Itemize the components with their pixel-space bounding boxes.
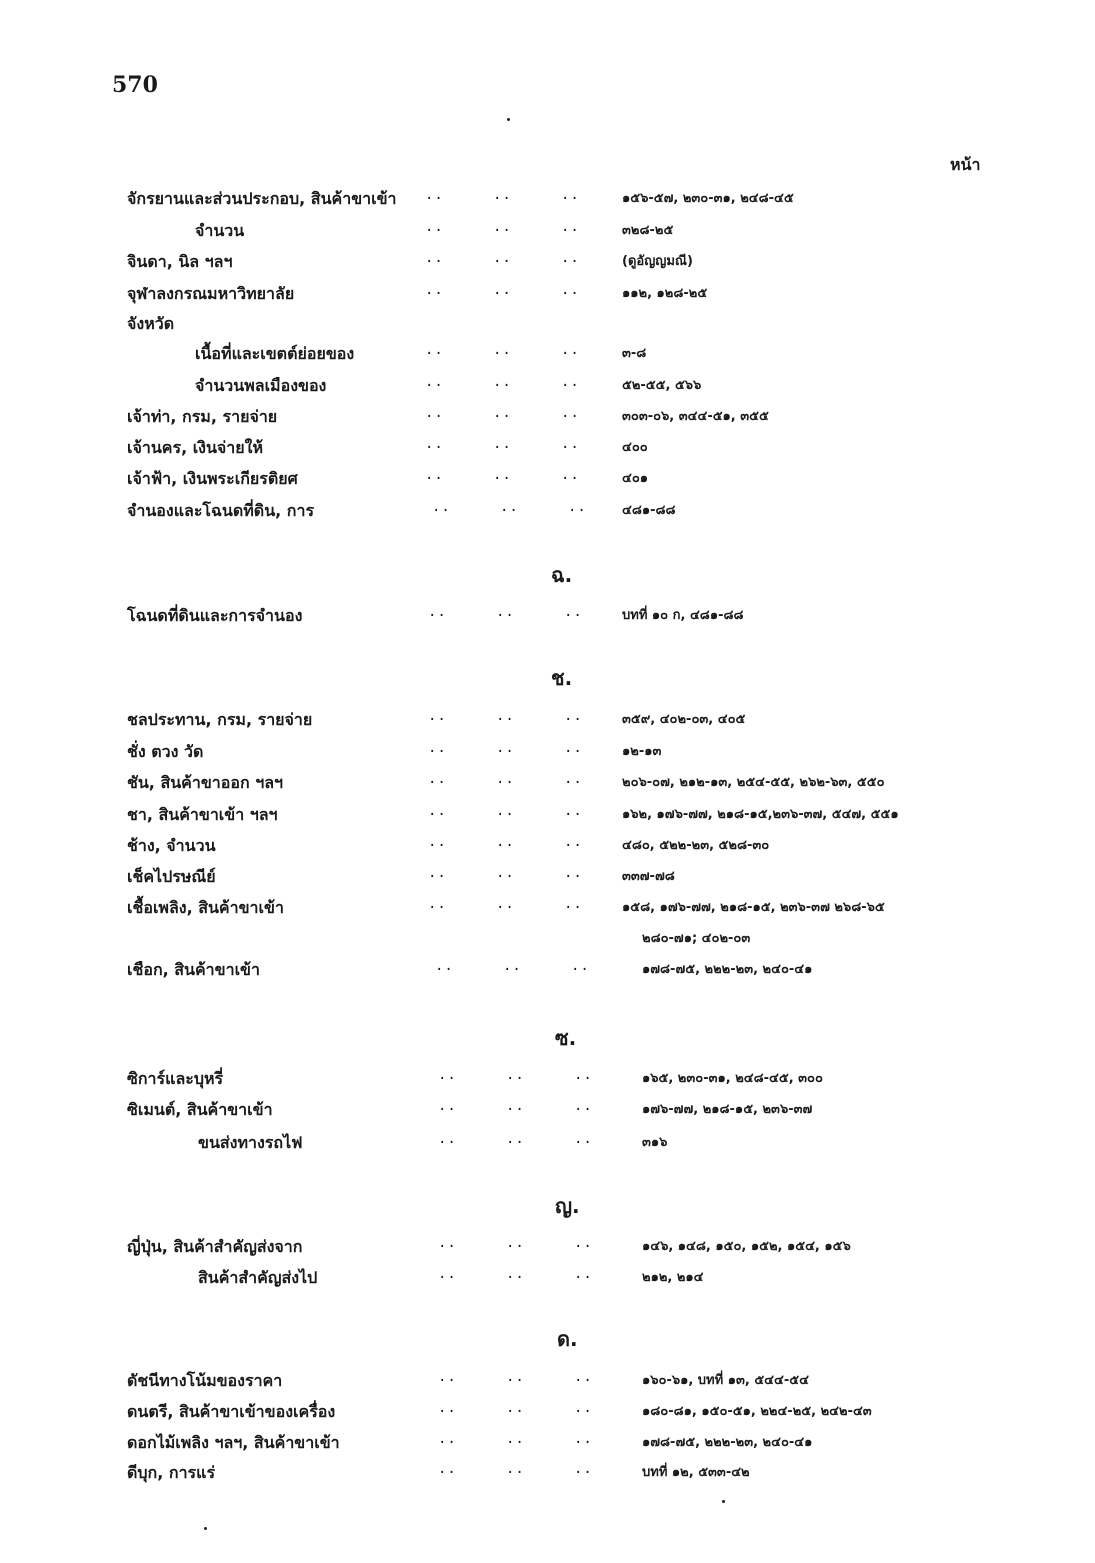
- scan-speck: [722, 1500, 725, 1503]
- entry-term: เนื้อที่และเขตต์ย่อยของ: [195, 344, 355, 363]
- index-entry: [0, 1431, 1095, 1461]
- entry-term: ดอกไม้เพลิง ฯลฯ, สินค้าขาเข้า: [127, 1433, 340, 1452]
- entry-pages: ๓๒๘-๒๕: [622, 223, 674, 238]
- entry-term: จักรยานและส่วนประกอบ, สินค้าขาเข้า: [127, 189, 397, 208]
- entry-term: โฉนดที่ดินและการจำนอง: [127, 606, 303, 625]
- index-entry: [0, 834, 1095, 864]
- entry-pages: ๔๐๐: [622, 440, 648, 455]
- entry-term: เชือก, สินค้าขาเข้า: [127, 960, 260, 979]
- section-letter: ด.: [557, 1327, 578, 1351]
- leader-dots: .. .. ..: [428, 708, 583, 724]
- entry-term: ญี่ปุ่น, สินค้าสำคัญส่งจาก: [127, 1237, 303, 1256]
- entry-pages: บทที่ ๑๒, ๕๓๓-๔๒: [642, 1465, 750, 1480]
- leader-dots: .. .. ..: [438, 1235, 593, 1251]
- scan-speck: [507, 118, 510, 121]
- index-entry: [0, 896, 1095, 926]
- leader-dots: .. .. ..: [425, 467, 580, 483]
- entry-term: ดนตรี, สินค้าขาเข้าของเครื่อง: [127, 1402, 336, 1421]
- leader-dots: .. .. ..: [428, 896, 583, 912]
- entry-pages: ๔๘๑-๘๘: [622, 503, 676, 518]
- entry-term: ดีบุก, การแร่: [127, 1463, 216, 1482]
- leader-dots: .. .. ..: [438, 1400, 593, 1416]
- index-entry: [0, 312, 1095, 342]
- entry-term: ช้าง, จำนวน: [127, 836, 216, 855]
- entry-pages: ๑๒-๑๓: [622, 744, 662, 759]
- leader-dots: .. .. ..: [428, 604, 583, 620]
- section-letter: ฉ.: [551, 563, 573, 587]
- leader-dots: .. .. ..: [438, 1131, 593, 1147]
- entry-pages: ๔๐๑: [622, 471, 649, 486]
- leader-dots: .. .. ..: [432, 499, 587, 515]
- entry-pages: ๓๓๗-๗๘: [622, 869, 675, 884]
- entry-term: ชั่ง ตวง วัด: [127, 742, 204, 761]
- entry-term: ดัชนีทางโน้มของราคา: [127, 1371, 283, 1390]
- leader-dots: .. .. ..: [428, 771, 583, 787]
- leader-dots: .. .. ..: [435, 958, 590, 974]
- entry-pages: ๒๘๐-๗๑; ๔๐๒-๐๓: [642, 931, 751, 946]
- entry-term: จำนวน: [195, 221, 245, 240]
- entry-pages: ๑๗๘-๗๕, ๒๒๒-๒๓, ๒๔๐-๔๑: [642, 962, 813, 977]
- entry-term: จินดา, นิล ฯลฯ: [127, 252, 233, 271]
- leader-dots: .. .. ..: [425, 342, 580, 358]
- entry-pages: ๓๐๓-๐๖, ๓๔๔-๕๑, ๓๕๕: [622, 409, 769, 424]
- scan-speck: [204, 1527, 207, 1530]
- leader-dots: .. .. ..: [425, 282, 580, 298]
- index-entry: [0, 771, 1095, 801]
- entry-pages: ๑๗๘-๗๕, ๒๒๒-๒๓, ๒๔๐-๔๑: [642, 1435, 813, 1450]
- section-letter: ญ.: [555, 1194, 580, 1218]
- entry-term: สินค้าสำคัญส่งไป: [198, 1268, 318, 1287]
- section-letter: ช.: [551, 666, 573, 690]
- entry-term: เช็คไปรษณีย์: [127, 867, 216, 886]
- entry-term: ชา, สินค้าขาเข้า ฯลฯ: [127, 805, 278, 824]
- entry-pages: ๑๕๘, ๑๗๖-๗๗, ๒๑๘-๑๕, ๒๓๖-๓๗ ๒๖๘-๖๕: [622, 900, 885, 915]
- entry-pages: ๕๒-๕๕, ๕๖๖: [622, 378, 702, 393]
- leader-dots: .. .. ..: [425, 250, 580, 266]
- index-entry: [0, 803, 1095, 833]
- entry-term: เจ้าท่า, กรม, รายจ่าย: [127, 407, 278, 426]
- index-entry: [0, 1131, 1095, 1161]
- leader-dots: .. .. ..: [425, 374, 580, 390]
- entry-term: เจ้าฟ้า, เงินพระเกียรติยศ: [127, 469, 298, 488]
- index-entry: [0, 1461, 1095, 1491]
- entry-term: เชื้อเพลิง, สินค้าขาเข้า: [127, 898, 284, 917]
- entry-term: ชัน, สินค้าขาออก ฯลฯ: [127, 773, 284, 792]
- leader-dots: .. .. ..: [438, 1266, 593, 1282]
- leader-dots: .. .. ..: [438, 1098, 593, 1114]
- entry-pages: ๒๑๒, ๒๑๔: [642, 1270, 704, 1285]
- section-letter: ซ.: [555, 1026, 577, 1050]
- entry-term: ชลประทาน, กรม, รายจ่าย: [127, 710, 313, 729]
- entry-pages: ๒๐๖-๐๗, ๒๑๒-๑๓, ๒๕๔-๕๕, ๒๖๒-๖๓, ๕๕๐: [622, 775, 885, 790]
- entry-pages: ๑๗๖-๗๗, ๒๑๘-๑๕, ๒๓๖-๓๗: [642, 1102, 813, 1117]
- entry-pages: ๑๖๕, ๒๓๐-๓๑, ๒๔๘-๔๕, ๓๐๐: [642, 1071, 823, 1086]
- index-entry: [0, 1098, 1095, 1128]
- index-entry: [0, 1067, 1095, 1097]
- leader-dots: .. .. ..: [425, 219, 580, 235]
- leader-dots: .. .. ..: [425, 436, 580, 452]
- entry-pages: (ดูอัญญมณี): [622, 254, 693, 269]
- index-entry: [0, 467, 1095, 497]
- leader-dots: .. .. ..: [438, 1369, 593, 1385]
- entry-term: ซิเมนต์, สินค้าขาเข้า: [127, 1100, 273, 1119]
- index-entry: [0, 342, 1095, 372]
- column-header: หน้า: [950, 155, 981, 174]
- entry-term: ซิการ์และบุหรี่: [127, 1069, 224, 1088]
- index-entry: [0, 405, 1095, 435]
- entry-pages: ๑๖๐-๖๑, บทที่ ๑๓, ๕๔๔-๕๔: [642, 1373, 809, 1388]
- leader-dots: .. .. ..: [428, 740, 583, 756]
- index-entry: [0, 374, 1095, 404]
- leader-dots: .. .. ..: [438, 1461, 593, 1477]
- entry-pages: ๓-๘: [622, 346, 647, 361]
- index-entry: [0, 1266, 1095, 1296]
- index-entry: [0, 250, 1095, 280]
- index-entry: [0, 1400, 1095, 1430]
- entry-pages: ๓๕๙, ๔๐๒-๐๓, ๔๐๕: [622, 712, 746, 727]
- entry-pages: บทที่ ๑๐ ก, ๔๘๑-๘๘: [622, 608, 744, 623]
- entry-pages: ๑๘๐-๘๑, ๑๕๐-๕๑, ๒๒๔-๒๕, ๒๔๒-๔๓: [642, 1404, 872, 1419]
- index-entry: [0, 865, 1095, 895]
- leader-dots: .. .. ..: [428, 865, 583, 881]
- index-entry: [0, 282, 1095, 312]
- index-entry: [0, 1235, 1095, 1265]
- entry-term: ขนส่งทางรถไฟ: [198, 1133, 303, 1152]
- leader-dots: .. .. ..: [425, 187, 580, 203]
- entry-term: จำนวนพลเมืองของ: [195, 376, 327, 395]
- entry-term: เจ้านคร, เงินจ่ายให้: [127, 438, 264, 457]
- index-entry: [0, 436, 1095, 466]
- index-entry: [0, 740, 1095, 770]
- index-entry: [0, 499, 1095, 529]
- entry-term: จำนองและโฉนดที่ดิน, การ: [127, 501, 315, 520]
- entry-pages: ๔๘๐, ๕๒๒-๒๓, ๕๒๘-๓๐: [622, 838, 770, 853]
- leader-dots: .. .. ..: [438, 1431, 593, 1447]
- entry-pages: ๑๕๖-๕๗, ๒๓๐-๓๑, ๒๔๘-๔๕: [622, 191, 794, 206]
- index-entry: [0, 927, 1095, 957]
- page-number: 570: [112, 72, 158, 98]
- index-entry: [0, 187, 1095, 217]
- entry-term: จุฬาลงกรณมหาวิทยาลัย: [127, 284, 295, 303]
- entry-pages: ๑๖๒, ๑๗๖-๗๗, ๒๑๘-๑๕,๒๓๖-๓๗, ๕๔๗, ๕๕๑: [622, 807, 899, 822]
- leader-dots: .. .. ..: [438, 1067, 593, 1083]
- index-entry: [0, 1369, 1095, 1399]
- entry-term: จังหวัด: [127, 314, 175, 333]
- leader-dots: .. .. ..: [428, 834, 583, 850]
- entry-pages: ๓๑๖: [642, 1135, 668, 1150]
- leader-dots: .. .. ..: [428, 803, 583, 819]
- leader-dots: .. .. ..: [425, 405, 580, 421]
- index-entry: [0, 219, 1095, 249]
- index-entry: [0, 958, 1095, 988]
- index-entry: [0, 708, 1095, 738]
- entry-pages: ๑๑๒, ๑๒๘-๒๕: [622, 286, 708, 301]
- entry-pages: ๑๔๖, ๑๔๘, ๑๕๐, ๑๕๒, ๑๕๔, ๑๕๖: [642, 1239, 851, 1254]
- index-entry: [0, 604, 1095, 634]
